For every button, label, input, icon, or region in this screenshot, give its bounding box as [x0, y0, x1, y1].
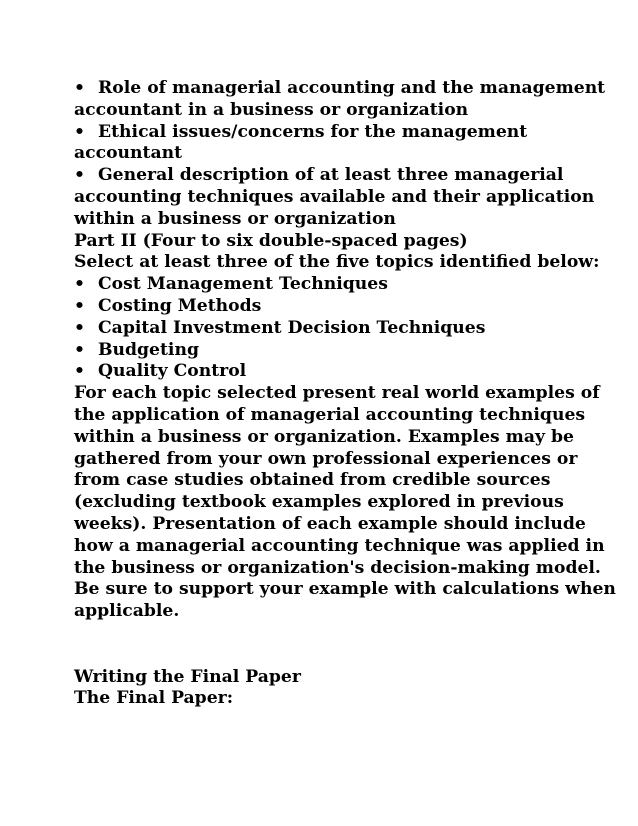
paragraph-line: applicable.	[74, 601, 180, 622]
paragraph-line: (excluding textbook examples explored in previous	[74, 492, 564, 513]
bullet-line: accounting techniques available and their application	[74, 186, 595, 207]
instructions-paragraph	[74, 383, 616, 623]
paragraph-line: gathered from your own professional experiences or	[74, 448, 578, 469]
spacer	[74, 645, 574, 667]
document-page	[74, 78, 616, 710]
bullet-item-ethics	[74, 122, 574, 166]
bullet-glyph: •	[74, 317, 85, 338]
part-two-heading: Part II (Four to six double-spaced pages)	[74, 230, 468, 251]
bullet-line: within a business or organization	[74, 208, 396, 229]
bullet-glyph: •	[74, 361, 85, 382]
spacer	[74, 623, 574, 645]
bullet-line: • Ethical issues/concerns for the management	[74, 121, 528, 142]
paragraph-line: Be sure to support your example with calculations when	[74, 579, 616, 600]
topic-item: • Quality Control	[74, 361, 247, 382]
final-paper-subheading: The Final Paper:	[74, 688, 234, 709]
topic-item: • Cost Management Techniques	[74, 274, 388, 295]
topic-item: • Budgeting	[74, 339, 199, 360]
bullet-line: accountant	[74, 143, 183, 164]
final-paper-heading: Writing the Final Paper	[74, 666, 301, 687]
bullet-glyph: •	[74, 121, 85, 142]
bullet-line: • General description of at least three managerial	[74, 165, 564, 186]
bullet-glyph: •	[74, 339, 85, 360]
topic-item: • Capital Investment Decision Techniques	[74, 317, 486, 338]
topic-list	[74, 274, 574, 383]
bullet-line: accountant in a business or organization	[74, 99, 469, 120]
bullet-glyph: •	[74, 78, 85, 98]
bullet-line: • Role of managerial accounting and the management	[74, 78, 606, 98]
bullet-glyph: •	[74, 274, 85, 295]
paragraph-line: the application of managerial accounting techniques	[74, 404, 586, 425]
topic-item: • Costing Methods	[74, 295, 262, 316]
part-two-intro: Select at least three of the five topics identified below:	[74, 252, 600, 273]
paragraph-line: within a business or organization. Examples may be	[74, 426, 574, 447]
paragraph-line: the business or organization's decision-making model.	[74, 557, 601, 578]
paragraph-line: weeks). Presentation of each example should include	[74, 513, 586, 534]
bullet-item-role	[74, 78, 606, 122]
bullet-item-techniques	[74, 165, 595, 230]
bullet-glyph: •	[74, 295, 85, 316]
paragraph-line: For each topic selected present real world examples of	[74, 383, 600, 404]
bullet-glyph: •	[74, 165, 85, 186]
paragraph-line: how a managerial accounting technique was applied in	[74, 535, 605, 556]
paragraph-line: from case studies obtained from credible sources	[74, 470, 551, 491]
